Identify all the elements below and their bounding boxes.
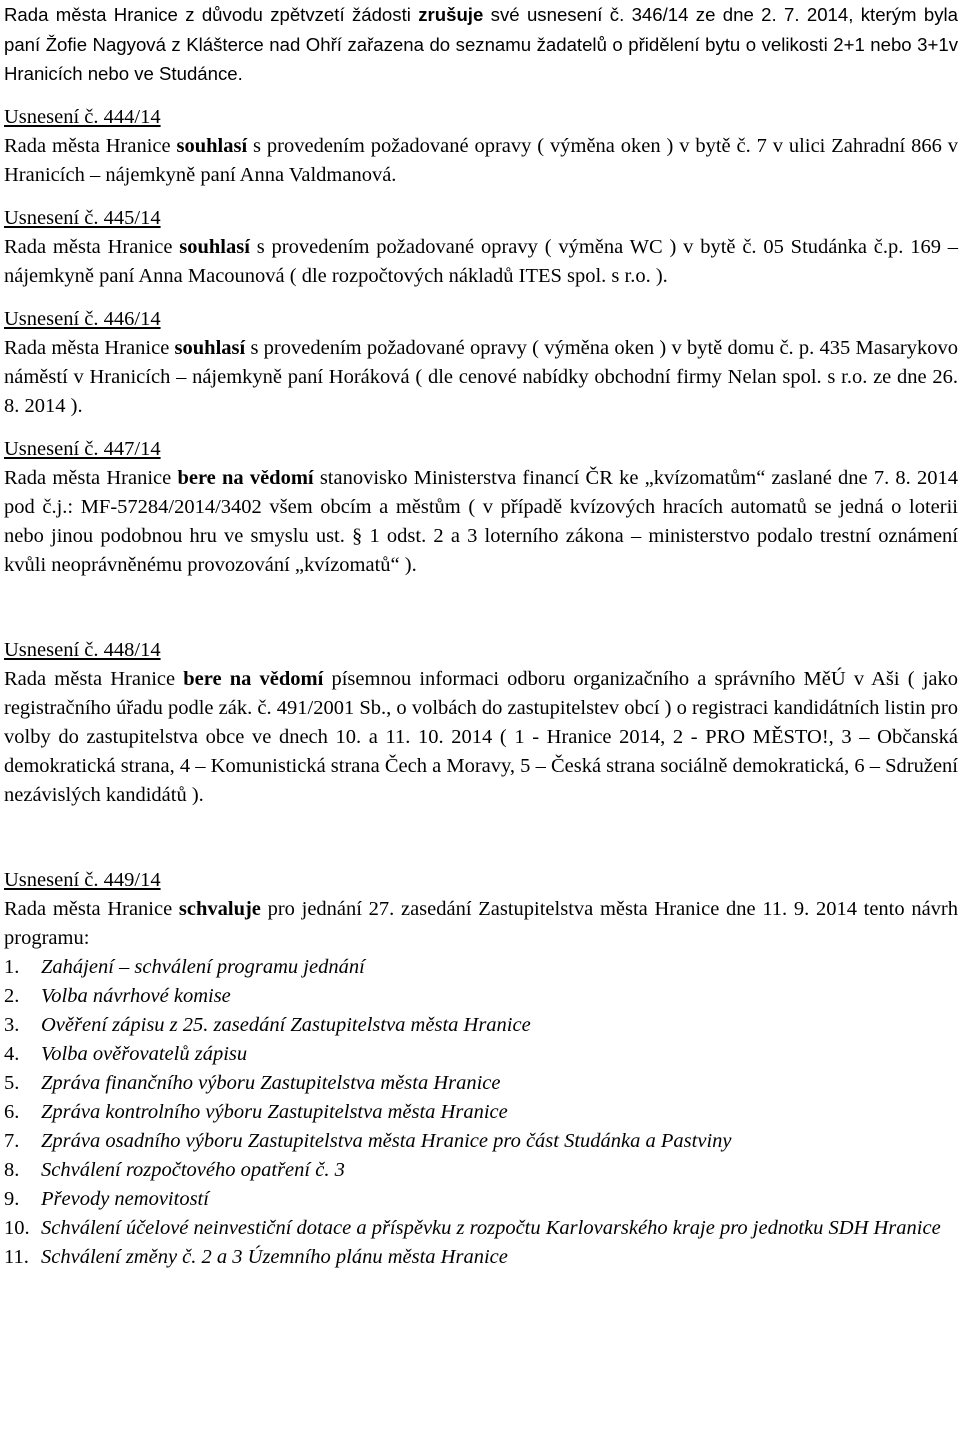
res448-t1: Rada města Hranice [4,667,184,690]
resolution-448-heading: Usnesení č. 448/14 [4,638,161,661]
program-item [4,1243,958,1272]
program-item-number: 6. [4,1100,20,1123]
program-item-text: Volba návrhové komise [41,984,231,1007]
resolution-446 [4,305,958,421]
program-item-number: 8. [4,1158,20,1181]
program-item-number: 3. [4,1013,20,1036]
program-item-number: 11. [4,1245,29,1268]
res444-t1: Rada města Hranice [4,134,177,157]
program-item [4,1040,958,1069]
resolution-447 [4,435,958,580]
program-item [4,1127,958,1156]
intro-text-1: Rada města Hranice z důvodu zpětvzetí žádosti [4,4,419,25]
resolution-445 [4,204,958,291]
resolution-445-text [4,233,958,291]
document-page [4,0,958,1272]
program-item-number: 1. [4,955,20,978]
res447-t2: stanovisko Ministerstva financí ČR ke „kvízomatům“ zaslané dne 7. 8. 2014 pod č.j.: MF-57284/2014/3402 všem obcím a městům ( v případě kvízových hracích automatů se jedná o loterii nebo jinou podobnou hru ve smyslu ust. § 1 odst. 2 a 3 loterního zákona – ministerstvo podalo trestní oznámení kvůli neoprávněnému provozování „kvízomatů“ ). [4,466,958,576]
program-item-text: Zahájení – schválení programu jednání [41,955,365,978]
res445-bold: souhlasí [179,235,250,258]
program-item-text: Zpráva finančního výboru Zastupitelstva města Hranice [41,1071,501,1094]
program-item-text: Převody nemovitostí [41,1187,209,1210]
program-item-text: Schválení rozpočtového opatření č. 3 [41,1158,345,1181]
resolution-445-heading: Usnesení č. 445/14 [4,206,161,229]
resolution-449-heading: Usnesení č. 449/14 [4,868,161,891]
program-item-number: 10. [4,1216,30,1239]
res446-t2: s provedením požadované opravy ( výměna oken ) v bytě domu č. p. 435 Masarykovo náměstí v Hranicích – nájemkyně paní Horáková ( dle cenové nabídky obchodní firmy Nelan spol. s r.o. ze dne 26. 8. 2014 ). [4,336,959,417]
res447-t1: Rada města Hranice [4,466,178,489]
res444-bold: souhlasí [176,134,248,157]
resolution-446-text [4,334,958,421]
resolution-446-heading: Usnesení č. 446/14 [4,307,161,330]
res448-t2: písemnou informaci odboru organizačního a správního MěÚ v Aši ( jako registračního úřadu podle zák. č. 491/2001 Sb., o volbách do zastupitelstev obcí ) o registraci kandidátních listin pro volby do zastupitelstva obce ve dnech 10. a 11. 10. 2014 ( 1 - Hranice 2014, 2 - PRO MĚSTO!, 3 – Občanská demokratická strana, 4 – Komunistická strana Čech a Moravy, 5 – Česká strana sociálně demokratická, 6 – Sdružení nezávislých kandidátů ). [4,667,958,806]
program-item-text: Ověření zápisu z 25. zasedání Zastupitelstva města Hranice [41,1013,531,1036]
res445-t2: s provedením požadované opravy ( výměna WC ) v bytě č. 05 Studánka č.p. 169 – nájemkyně paní Anna Macounová ( dle rozpočtových nákladů ITES spol. s r.o. ). [4,235,959,287]
program-item [4,1011,958,1040]
program-item [4,1156,958,1185]
program-item-text: Schválení změny č. 2 a 3 Územního plánu města Hranice [41,1245,508,1268]
res446-bold: souhlasí [174,336,246,359]
program-item-number: 9. [4,1187,20,1210]
resolution-449 [4,866,958,1272]
program-item [4,953,958,982]
resolution-444 [4,103,958,190]
res445-t1: Rada města Hranice [4,235,180,258]
program-item-text: Zpráva kontrolního výboru Zastupitelstva města Hranice [41,1100,508,1123]
resolution-449-text [4,895,958,953]
resolution-448-text [4,665,958,810]
program-item-number: 4. [4,1042,20,1065]
intro-paragraph [4,0,958,89]
program-item-text: Volba ověřovatelů zápisu [41,1042,248,1065]
intro-bold: zrušuje [418,4,484,25]
program-item [4,1069,958,1098]
program-item-number: 2. [4,984,20,1007]
program-item-text: Schválení účelové neinvestiční dotace a příspěvku z rozpočtu Karlovarského kraje pro jednotku SDH Hranice [41,1216,941,1239]
program-list [4,953,958,1272]
program-item-text: Zpráva osadního výboru Zastupitelstva města Hranice pro část Studánka a Pastviny [41,1129,732,1152]
program-item-number: 7. [4,1129,20,1152]
program-item [4,1185,958,1214]
res449-t2: pro jednání 27. zasedání Zastupitelstva města Hranice dne 11. 9. 2014 tento návrh programu: [4,897,959,949]
resolution-444-text [4,132,958,190]
res446-t1: Rada města Hranice [4,336,175,359]
program-item-number: 5. [4,1071,20,1094]
resolution-444-heading: Usnesení č. 444/14 [4,105,161,128]
res449-t1: Rada města Hranice [4,897,179,920]
resolution-447-text [4,464,958,580]
res449-bold: schvaluje [178,897,261,920]
resolution-448 [4,636,958,810]
program-item [4,1098,958,1127]
res444-t2: s provedením požadované opravy ( výměna oken ) v bytě č. 7 v ulici Zahradní 866 v Hranicích – nájemkyně paní Anna Valdmanová. [4,134,959,186]
intro-text-2: své usnesení č. 346/14 ze dne 2. 7. 2014, kterým byla paní Žofie Nagyová z Klášterce nad Ohří zařazena do seznamu žadatelů o přidělení bytu o velikosti 2+1 nebo 3+1v Hranicích nebo ve Studánce. [4,4,958,84]
res448-bold: bere na vědomí [183,667,324,690]
program-item [4,1214,958,1243]
res447-bold: bere na vědomí [177,466,314,489]
program-item [4,982,958,1011]
resolution-447-heading: Usnesení č. 447/14 [4,437,161,460]
